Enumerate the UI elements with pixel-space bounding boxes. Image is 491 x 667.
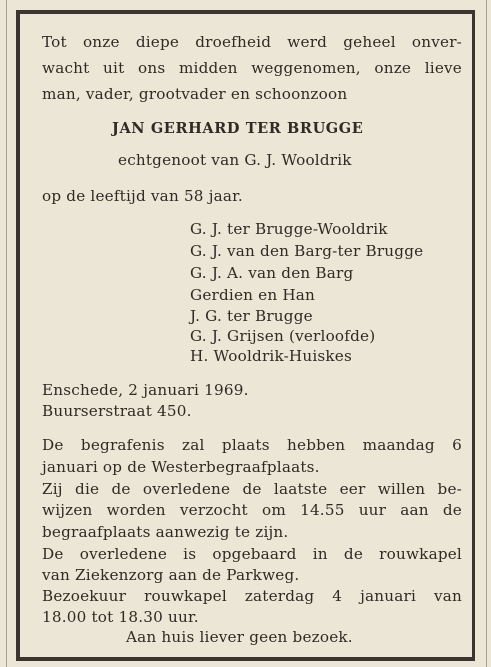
relative-1: G. J. ter Brugge-Wooldrik (190, 220, 388, 238)
intro-line-1: Tot onze diepe droefheid werd geheel onver- (42, 33, 462, 51)
relative-5: J. G. ter Brugge (190, 307, 313, 325)
relative-6: G. J. Grijsen (verloofde) (190, 327, 376, 345)
column-rule-left (6, 0, 7, 667)
deceased-name: JAN GERHARD TER BRUGGE (112, 120, 364, 137)
closing-line: Aan huis liever geen bezoek. (126, 628, 353, 646)
address: Buurserstraat 450. (42, 402, 192, 420)
funeral-line-7: van Ziekenzorg aan de Parkweg. (42, 566, 300, 584)
funeral-line-9: 18.00 tot 18.30 uur. (42, 608, 199, 626)
intro-line-3: man, vader, grootvader en schoonzoon (42, 85, 348, 103)
funeral-line-6: De overledene is opgebaard in de rouwkapel (42, 545, 462, 563)
relative-7: H. Wooldrik-Huiskes (190, 347, 352, 365)
intro-line-2: wacht uit ons midden weggenomen, onze lieve (42, 59, 462, 77)
column-rule-right (486, 0, 487, 667)
spouse-line: echtgenoot van G. J. Wooldrik (118, 151, 352, 169)
funeral-line-2: januari op de Westerbegraafplaats. (42, 458, 320, 476)
funeral-line-3: Zij die de overledene de laatste eer willen be- (42, 480, 462, 498)
place-date: Enschede, 2 januari 1969. (42, 381, 249, 399)
relative-4: Gerdien en Han (190, 286, 316, 304)
funeral-line-1: De begrafenis zal plaats hebben maandag 6 (42, 436, 462, 454)
relative-3: G. J. A. van den Barg (190, 264, 354, 282)
relative-2: G. J. van den Barg-ter Brugge (190, 242, 424, 260)
funeral-line-5: begraafplaats aanwezig te zijn. (42, 523, 289, 541)
age-line: op de leeftijd van 58 jaar. (42, 187, 243, 205)
funeral-line-4: wijzen worden verzocht om 14.55 uur aan de (42, 501, 462, 519)
funeral-line-8: Bezoekuur rouwkapel zaterdag 4 januari van (42, 587, 462, 605)
